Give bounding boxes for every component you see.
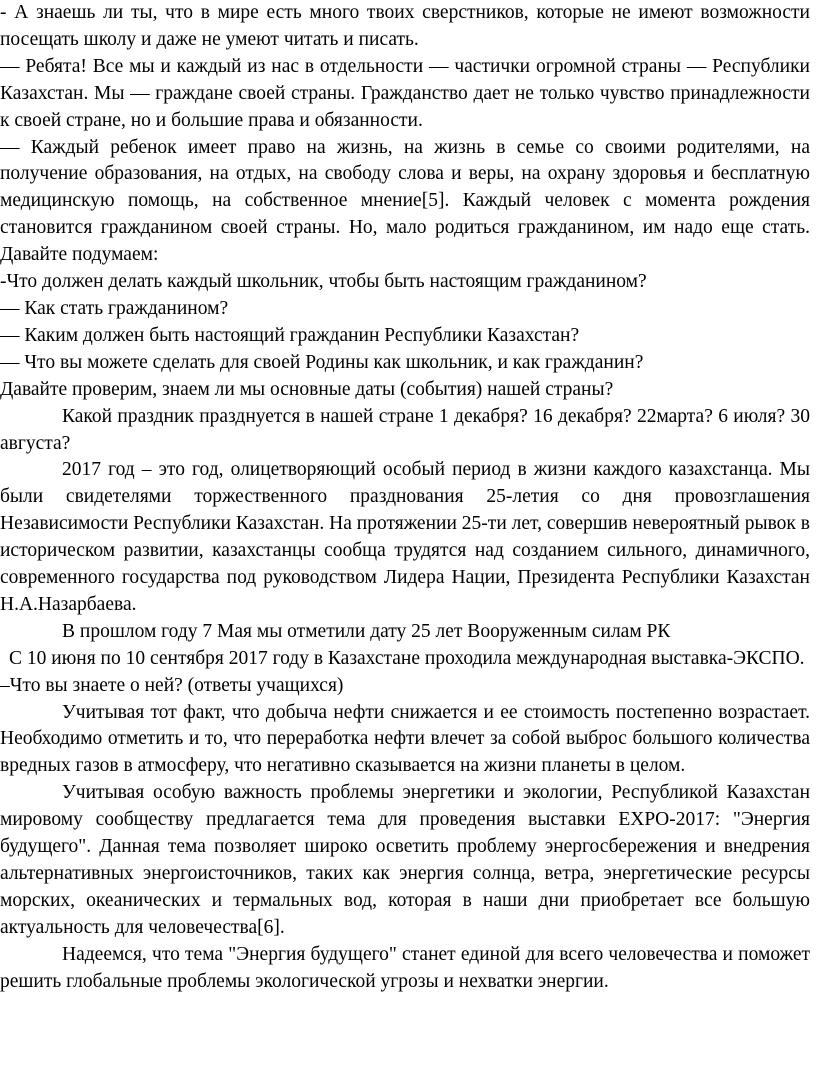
paragraph-future-energy: Надеемся, что тема "Энергия будущего" станет единой для всего человечества и поможет решить глобальные проблемы экологической угрозы и нехватки энергии. — [0, 943, 810, 992]
paragraph-child-rights: — Каждый ребенок имеет право на жизнь, на жизнь в семье со своими родителями, на получение образования, на отдых, на свободу слова и веры, на охрану здоровья и бесплатную медицинскую помощь, на собственное мнение[5]. Каждый человек с момента рождения становится гражданином своей страны. Но, мало родиться гражданином, им надо еще стать. Давайте подумаем: — [0, 136, 810, 266]
paragraph-armed-forces: В прошлом году 7 Мая мы отметили дату 25 лет Вооруженным силам РК — [62, 620, 671, 642]
question-true-citizen: — Каким должен быть настоящий гражданин Республики Казахстан? — [0, 324, 580, 346]
question-schoolchild: -Что должен делать каждый школьник, чтобы быть настоящим гражданином? — [0, 271, 647, 293]
paragraph-world-peers: - А знаешь ли ты, что в мире есть много твоих сверстников, которые не имеют возможности посещать школу и даже не умеют читать и писать. — [0, 2, 810, 50]
question-become-citizen: — Как стать гражданином? — [0, 297, 229, 319]
paragraph-children-citizens: — Ребята! Все мы и каждый из нас в отдельности — частички огромной страны — Республики Казахстан. Мы — граждане своей страны. Гражданство дает не только чувство принадлежности к своей стране, но и большие права и обязанности. — [0, 55, 810, 131]
question-for-homeland: — Что вы можете сделать для своей Родины как школьник, и как гражданин? — [0, 351, 644, 373]
paragraph-2017-year: 2017 год – это год, олицетворяющий особый период в жизни каждого казахстанца. Мы были свидетелями торжественного празднования 25-летия со дня провозглашения Независимости Республики Казахстан. На протяжении 25-ти лет, совершив невероятный рывок в историческом развитии, казахстанцы сообща трудятся над созданием сильного, динамичного, современного государства под руководством Лидера Нации, Президента Республики Казахстан Н.А.Назарбаева. — [0, 459, 810, 615]
paragraph-oil-production: Учитывая тот факт, что добыча нефти снижается и ее стоимость постепенно возрастает. Необходимо отметить и то, что переработка нефти влечет за собой выброс большого количества вредных газов в атмосферу, что негативно сказывается на жизни планеты в целом. — [0, 701, 810, 777]
question-expo: –Что вы знаете о ней? (ответы учащихся) — [0, 674, 344, 696]
paragraph-holidays-question: Какой праздник празднуется в нашей стране 1 декабря? 16 декабря? 22марта? 6 июля? 30 августа? — [0, 405, 810, 454]
paragraph-expo-dates: С 10 июня по 10 сентября 2017 году в Казахстане проходила международная выставка-ЭКСПО. — [9, 647, 805, 669]
paragraph-energy-ecology: Учитывая особую важность проблемы энергетики и экологии, Республикой Казахстан мировому сообществу предлагается тема для проведения выставки EXPO-2017: "Энергия будущего". Данная тема позволяет широко осветить проблему энергосбережения и внедрения альтернативных энергоисточников, таких как энергия солнца, ветра, энергетические ресурсы морских, океанических и термальных вод, которая в наши дни приобретает все большую актуальность для человечества[6]. — [0, 782, 810, 938]
paragraph-check-dates: Давайте проверим, знаем ли мы основные даты (события) нашей страны? — [0, 378, 614, 400]
